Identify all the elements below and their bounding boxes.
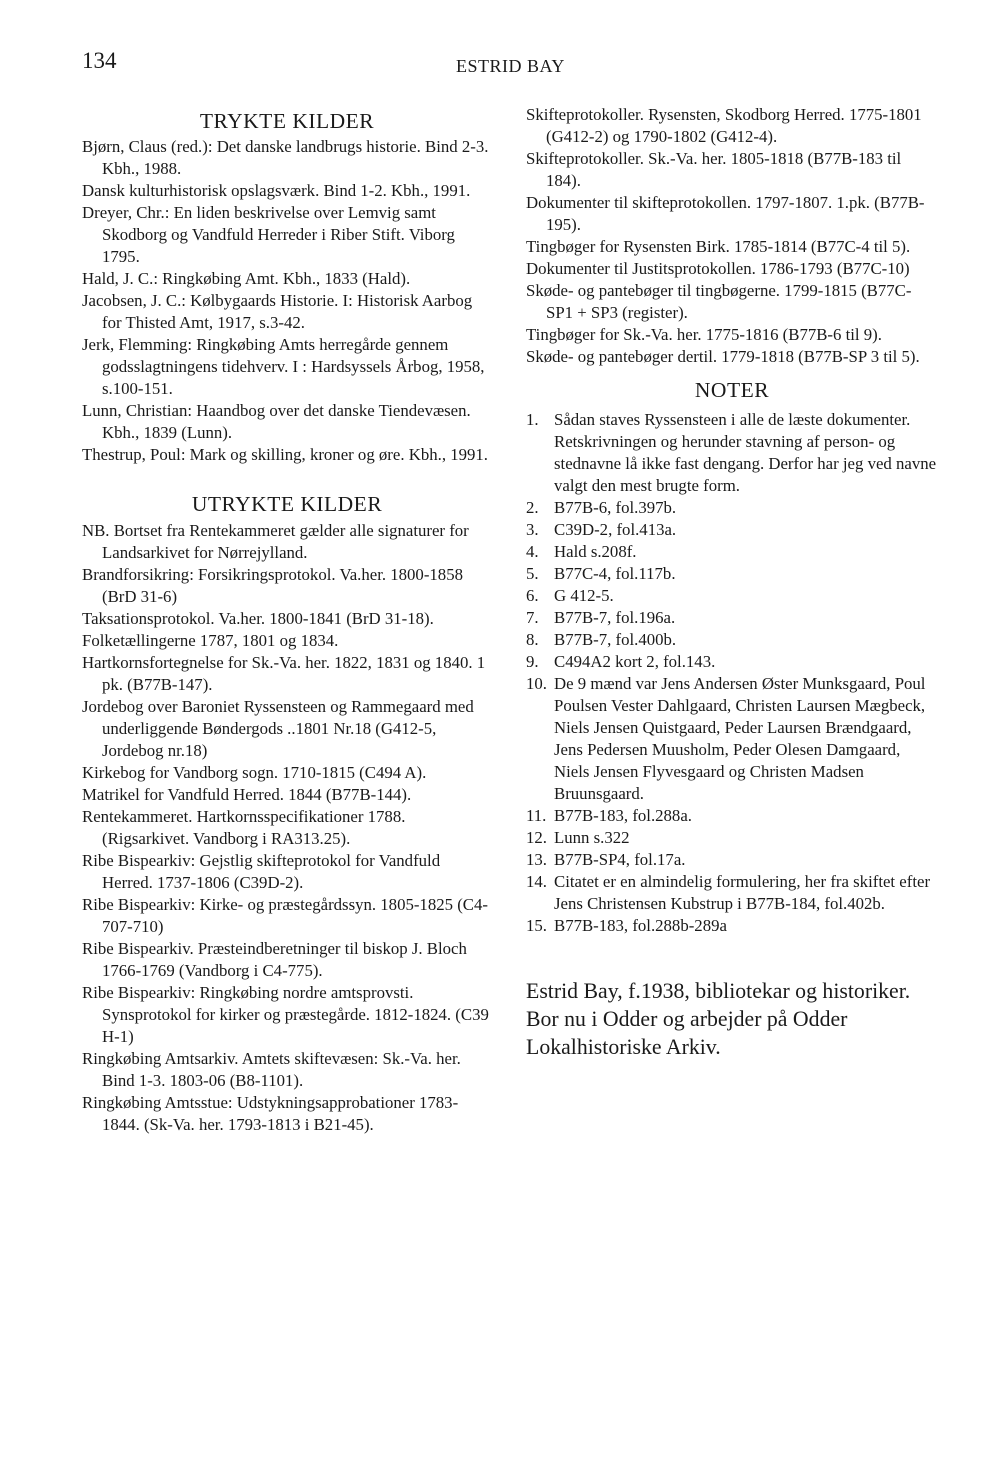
note-item [526, 563, 938, 585]
left-column [82, 104, 492, 1136]
note-text: Sådan staves Ryssensteen i alle de læste dokumenter. Retskrivningen og herunder stavning af person- og stednavne lå ikke fast dengang. Derfor har jeg ved navne valgt den mest brugte form. [554, 410, 937, 495]
heading-trykte-kilder: TRYKTE KILDER [199, 109, 375, 133]
note-item [526, 651, 938, 673]
note-text: B77B-183, fol.288a. [554, 806, 692, 825]
note-text: Citatet er en almindelig formulering, her fra skiftet efter Jens Christensen Kubstrup i B77B-184, fol.402b. [554, 872, 931, 913]
note-number: 1. [526, 410, 539, 429]
source-entry-group [526, 324, 938, 368]
page-number: 134 [82, 48, 117, 73]
note-text: B77B-SP4, fol.17a. [554, 850, 686, 869]
note-number: 4. [526, 542, 539, 561]
source-subentry: Skøde- og pantebøger til tingbøgerne. 1799-1815 (B77C-SP1 + SP3 (register). [526, 281, 912, 322]
unprinted-sources-list [82, 520, 492, 1136]
source-entry: Dokumenter til skifteprotokollen. 1797-1807. 1.pk. (B77B-195). [526, 193, 925, 234]
source-entry-group [82, 564, 492, 630]
right-column [526, 104, 938, 1061]
source-entry: Ribe Bispearkiv. Præsteindberetninger til biskop J. Bloch 1766-1769 (Vandborg i C4-775). [82, 939, 467, 980]
note-item [526, 849, 938, 871]
running-head: ESTRID BAY [456, 56, 565, 76]
note-number: 2. [526, 498, 539, 517]
note-item [526, 409, 938, 497]
notes-list [526, 409, 938, 937]
note-item [526, 541, 938, 563]
note-item [526, 585, 938, 607]
heading-utrykte-kilder: UTRYKTE KILDER [191, 492, 383, 516]
author-bio: Estrid Bay, f.1938, bibliotekar og historiker. Bor nu i Odder og arbejder på Odder Lokalhistoriske Arkiv. [526, 979, 911, 1059]
note-text: B77B-183, fol.288b-289a [554, 916, 727, 935]
source-entry: Ribe Bispearkiv: Gejstlig skifteprotokol for Vandfuld Herred. 1737-1806 (C39D-2). [82, 851, 441, 892]
heading-noter: NOTER [694, 378, 770, 402]
source-entry: Ribe Bispearkiv: Ringkøbing nordre amtsprovsti. Synsprotokol for kirker og præstegårde. 1812-1824. (C39 H-1) [82, 983, 489, 1046]
note-text: Hald s.208f. [554, 542, 637, 561]
source-entry: Hartkornsfortegnelse for Sk.-Va. her. 1822, 1831 og 1840. 1 pk. (B77B-147). [82, 653, 486, 694]
note-text: De 9 mænd var Jens Andersen Øster Munksgaard, Poul Poulsen Vester Dahlgaard, Christen Laursen Mægbeck, Niels Jensen Quistgaard, Peder Laursen Brændgaard, Jens Pedersen Muusholm, Peder Olesen Damgaard, Niels Jensen Flyvesgaard og Christen Madsen Bruunsgaard. [554, 674, 926, 803]
source-entry: Thestrup, Poul: Mark og skilling, kroner og øre. Kbh., 1991. [82, 445, 488, 464]
source-entry: Jordebog over Baroniet Ryssensteen og Rammegaard med underliggende Bøndergods ..1801 Nr.18 (G412-5, Jordebog nr.18) [82, 697, 474, 760]
source-entry: Lunn, Christian: Haandbog over det danske Tiendevæsen. Kbh., 1839 (Lunn). [82, 401, 471, 442]
note-text: B77B-6, fol.397b. [554, 498, 677, 517]
source-entry: Brandforsikring: Forsikringsprotokol. Va.her. 1800-1858 (BrD 31-6) [82, 565, 463, 606]
source-entry: Skifteprotokoller. Rysensten, Skodborg Herred. 1775-1801 (G412-2) og 1790-1802 (G412-4). [526, 105, 922, 146]
source-entry: Dansk kulturhistorisk opslagsværk. Bind 1-2. Kbh., 1991. [82, 181, 471, 200]
source-entry: Dreyer, Chr.: En liden beskrivelse over Lemvig samt Skodborg og Vandfuld Herreder i Riber Stift. Viborg 1795. [82, 203, 455, 266]
source-entry: Bjørn, Claus (red.): Det danske landbrugs historie. Bind 2-3. Kbh., 1988. [82, 137, 489, 178]
note-number: 9. [526, 652, 539, 671]
note-item [526, 519, 938, 541]
note-number: 6. [526, 586, 539, 605]
source-entry: Tingbøger for Rysensten Birk. 1785-1814 (B77C-4 til 5). [526, 237, 911, 256]
note-item [526, 607, 938, 629]
note-number: 3. [526, 520, 539, 539]
note-item [526, 871, 938, 915]
note-item [526, 497, 938, 519]
source-entry: Skifteprotokoller. Sk.-Va. her. 1805-1818 (B77B-183 til 184). [526, 149, 902, 190]
source-entry: Ringkøbing Amtsstue: Udstykningsapprobationer 1783-1844. (Sk-Va. her. 1793-1813 i B21-45). [82, 1093, 459, 1134]
note-text: B77B-7, fol.400b. [554, 630, 677, 649]
note-text: B77C-4, fol.117b. [554, 564, 676, 583]
printed-sources-list [82, 136, 492, 466]
note-number: 12. [526, 828, 547, 847]
note-number: 5. [526, 564, 539, 583]
source-entry: Jacobsen, J. C.: Kølbygaards Historie. I: Historisk Aarbog for Thisted Amt, 1917, s.3-42. [82, 291, 473, 332]
source-entry: Matrikel for Vandfuld Herred. 1844 (B77B-144). [82, 785, 412, 804]
source-entry: Hald, J. C.: Ringkøbing Amt. Kbh., 1833 (Hald). [82, 269, 411, 288]
note-text: C39D-2, fol.413a. [554, 520, 677, 539]
note-item [526, 827, 938, 849]
note-item [526, 805, 938, 827]
note-number: 8. [526, 630, 539, 649]
note-number: 15. [526, 916, 547, 935]
source-entry: Tingbøger for Sk.-Va. her. 1775-1816 (B77B-6 til 9). [526, 325, 882, 344]
note-item [526, 629, 938, 651]
note-number: 10. [526, 674, 547, 693]
note-number: 7. [526, 608, 539, 627]
note-number: 11. [526, 806, 547, 825]
note-item [526, 673, 938, 805]
note-text: G 412-5. [554, 586, 614, 605]
source-entry: Kirkebog for Vandborg sogn. 1710-1815 (C494 A). [82, 763, 427, 782]
nb-note: NB. Bortset fra Rentekammeret gælder alle signaturer for Landsarkivet for Nørrejylland. [82, 521, 469, 562]
source-entry: Rentekammeret. Hartkornsspecifikationer 1788. (Rigsarkivet. Vandborg i RA313.25). [82, 807, 406, 848]
note-number: 13. [526, 850, 547, 869]
source-entry: Jerk, Flemming: Ringkøbing Amts herregårde gennem godsslagtningens tidehverv. I : Hardsyssels Årbog, 1958, s.100-151. [82, 335, 485, 398]
source-entry-group [526, 236, 938, 324]
source-subentry: Skøde- og pantebøger dertil. 1779-1818 (B77B-SP 3 til 5). [526, 347, 920, 366]
source-subentry: Dokumenter til Justitsprotokollen. 1786-1793 (B77C-10) [526, 259, 910, 278]
note-text: Lunn s.322 [554, 828, 630, 847]
note-text: B77B-7, fol.196a. [554, 608, 676, 627]
source-entry: Folketællingerne 1787, 1801 og 1834. [82, 631, 339, 650]
unprinted-sources-continued [526, 104, 938, 368]
note-number: 14. [526, 872, 547, 891]
source-entry: Ringkøbing Amtsarkiv. Amtets skiftevæsen: Sk.-Va. her. Bind 1-3. 1803-06 (B8-1101). [82, 1049, 461, 1090]
note-item [526, 915, 938, 937]
note-text: C494A2 kort 2, fol.143. [554, 652, 716, 671]
source-entry: Ribe Bispearkiv: Kirke- og præstegårdssyn. 1805-1825 (C4-707-710) [82, 895, 488, 936]
source-subentry: Taksationsprotokol. Va.her. 1800-1841 (BrD 31-18). [82, 609, 434, 628]
